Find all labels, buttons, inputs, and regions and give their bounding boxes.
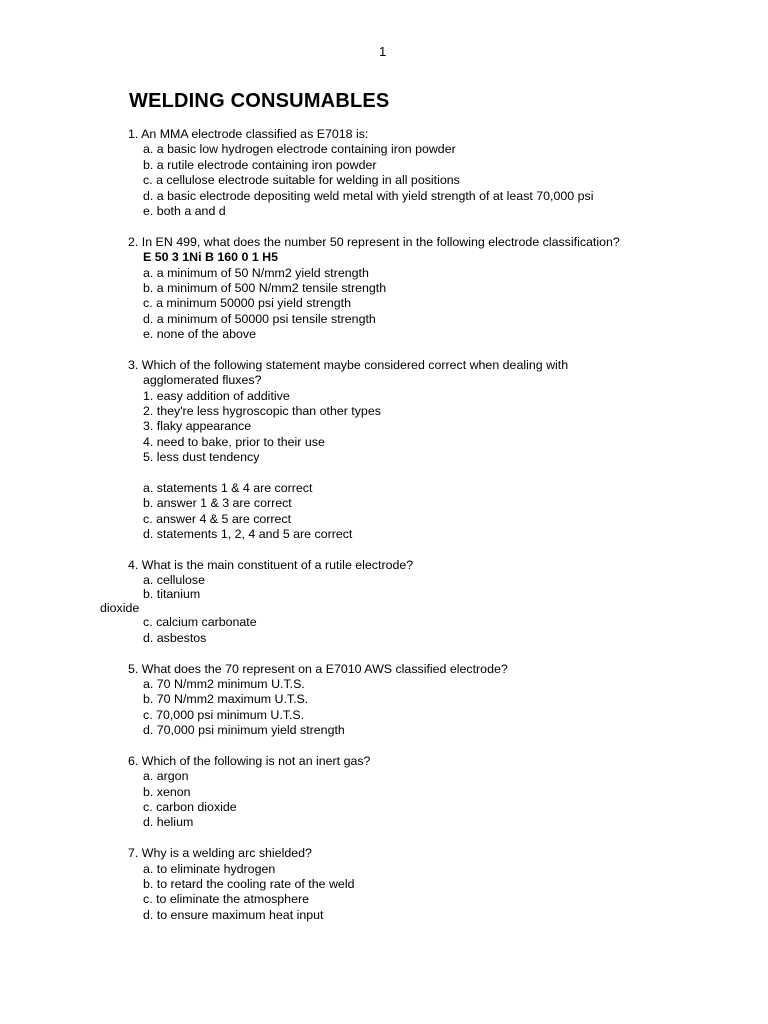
answer-option: a. 70 N/mm2 minimum U.T.S. [143, 676, 305, 691]
answer-option: e. none of the above [143, 327, 256, 342]
answer-option: c. calcium carbonate [143, 615, 257, 630]
question-stem-continued: agglomerated fluxes? [143, 373, 262, 388]
page-title: WELDING CONSUMABLES [129, 90, 390, 112]
answer-option-wrapped: dioxide [100, 601, 140, 616]
question-1 [128, 127, 688, 219]
answer-option: d. helium [143, 815, 194, 830]
question-6 [128, 754, 688, 831]
answer-option: a. cellulose [143, 573, 205, 588]
blank-line [128, 466, 688, 481]
question-4 [100, 557, 688, 646]
answer-option: c. carbon dioxide [143, 800, 237, 815]
statement-item: 2. they're less hygroscopic than other types [143, 404, 381, 419]
statement-item: 3. flaky appearance [143, 419, 252, 434]
question-stem: 4. What is the main constituent of a rutile electrode? [128, 557, 414, 572]
answer-option: d. asbestos [143, 630, 207, 645]
answer-option: d. statements 1, 2, 4 and 5 are correct [143, 527, 353, 542]
answer-option: b. xenon [143, 784, 191, 799]
question-7 [128, 846, 688, 923]
answer-option: a. argon [143, 769, 189, 784]
statement-item: 4. need to bake, prior to their use [143, 434, 325, 449]
page-number: 1 [379, 44, 387, 59]
answer-option: a. to eliminate hydrogen [143, 861, 276, 876]
answer-option: b. a rutile electrode containing iron powder [143, 157, 377, 172]
answer-option: b. 70 N/mm2 maximum U.T.S. [143, 692, 309, 707]
question-3 [128, 358, 688, 543]
question-stem: 1. An MMA electrode classified as E7018 is: [128, 127, 369, 141]
answer-option: d. a minimum of 50000 psi tensile strength [143, 311, 376, 326]
answer-option: d. a basic electrode depositing weld metal with yield strength of at least 70,000 psi [143, 188, 594, 203]
question-stem: 5. What does the 70 represent on a E7010 AWS classified electrode? [128, 661, 508, 676]
answer-option: d. 70,000 psi minimum yield strength [143, 723, 345, 738]
question-5 [128, 662, 688, 739]
answer-option: c. a cellulose electrode suitable for welding in all positions [143, 173, 460, 188]
question-stem: 3. Which of the following statement maybe considered correct when dealing with [128, 357, 569, 372]
question-stem: 7. Why is a welding arc shielded? [128, 846, 312, 861]
statement-item: 1. easy addition of additive [143, 388, 290, 403]
question-list [100, 127, 688, 939]
question-2 [128, 235, 688, 343]
answer-option: c. answer 4 & 5 are correct [143, 511, 292, 526]
statement-item: 5. less dust tendency [143, 450, 260, 465]
answer-option: a. a basic low hydrogen electrode containing iron powder [143, 142, 456, 157]
question-stem: 6. Which of the following is not an inert gas? [128, 753, 371, 768]
answer-option: b. a minimum of 500 N/mm2 tensile strength [143, 280, 387, 295]
answer-option: b. to retard the cooling rate of the weld [143, 876, 355, 891]
question-stem: 2. In EN 499, what does the number 50 represent in the following electrode classification? [128, 234, 620, 249]
answer-option: c. a minimum 50000 psi yield strength [143, 296, 351, 311]
electrode-classification-code: E 50 3 1Ni B 160 0 1 H5 [143, 250, 279, 265]
answer-option: a. statements 1 & 4 are correct [143, 480, 313, 495]
answer-option: a. a minimum of 50 N/mm2 yield strength [143, 265, 369, 280]
answer-option: b. titanium [143, 587, 201, 602]
answer-option: c. 70,000 psi minimum U.T.S. [143, 707, 305, 722]
answer-option: e. both a and d [143, 203, 226, 218]
answer-option: b. answer 1 & 3 are correct [143, 496, 292, 511]
answer-option: d. to ensure maximum heat input [143, 907, 324, 922]
answer-option: c. to eliminate the atmosphere [143, 892, 309, 907]
